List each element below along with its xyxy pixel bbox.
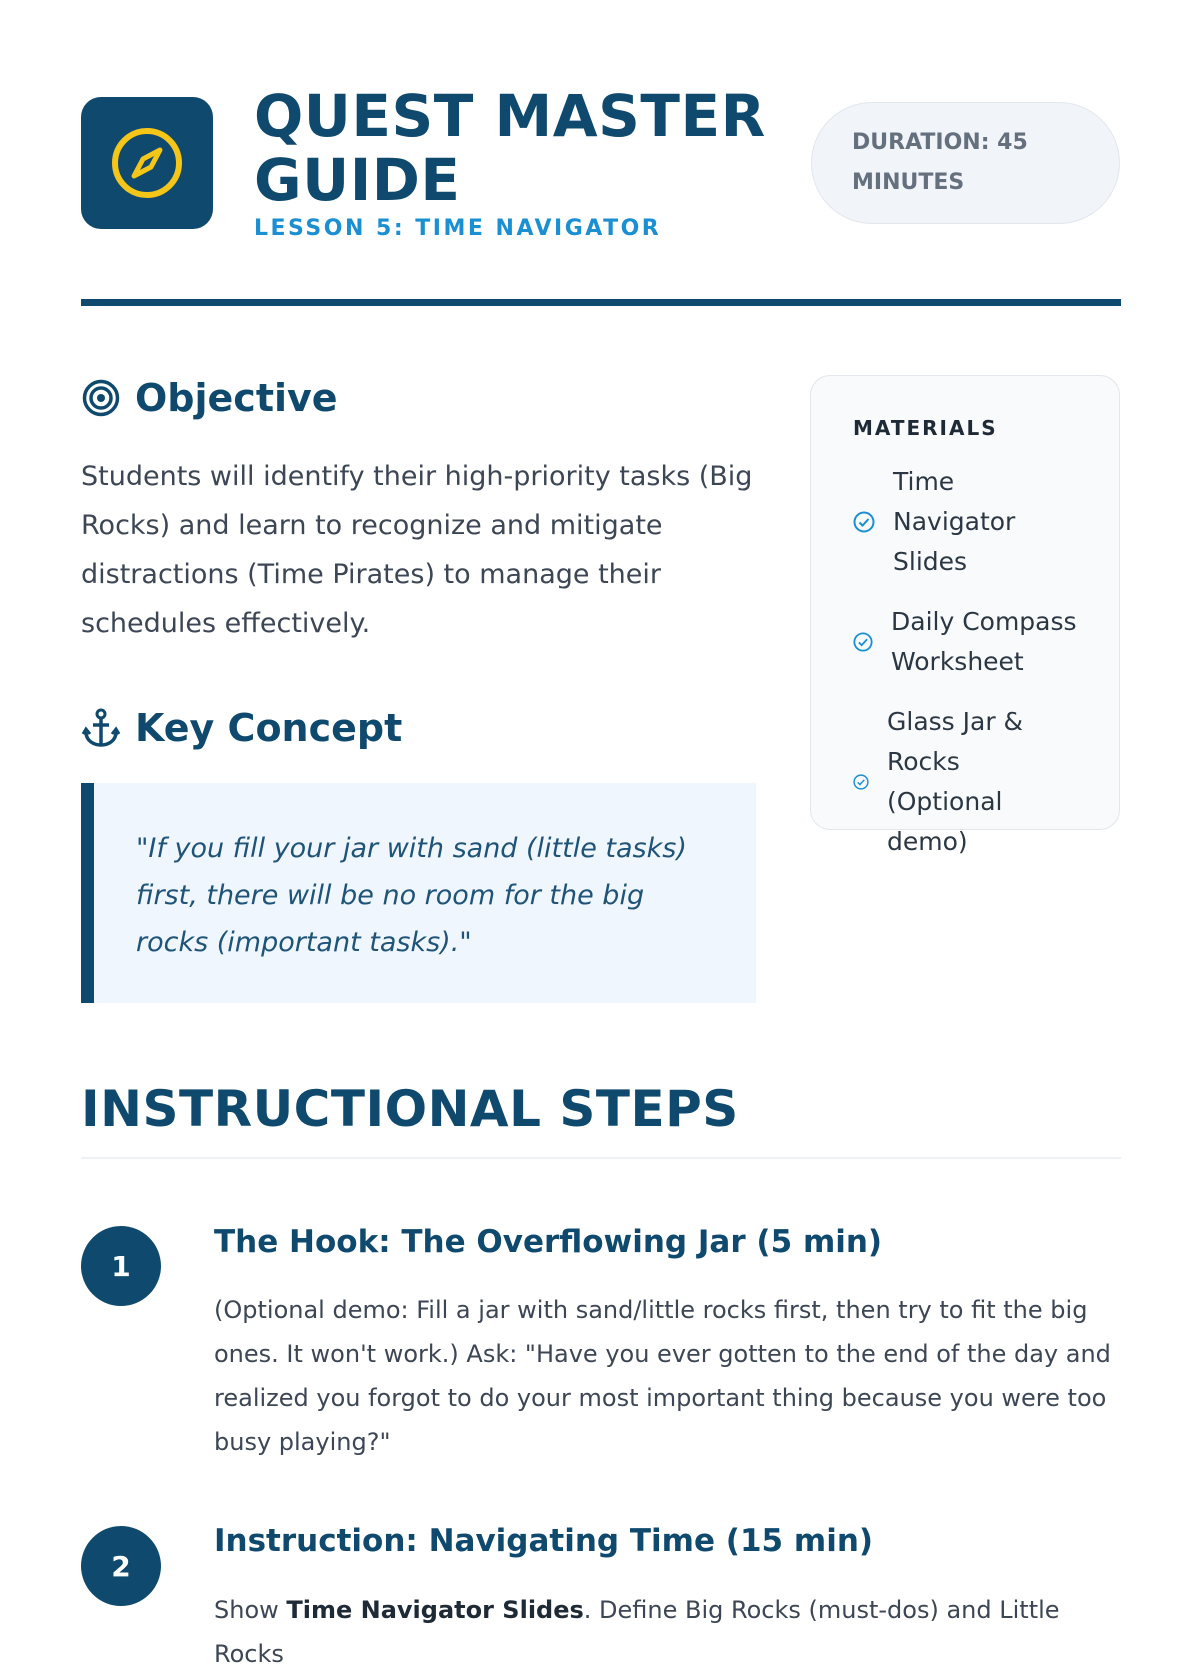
materials-title: MATERIALS (853, 416, 998, 440)
materials-item (853, 602, 1077, 682)
logo (81, 97, 213, 229)
header-divider (81, 299, 1121, 306)
materials-item-label: Daily Compass Worksheet (891, 607, 1077, 676)
page-title: QUEST MASTER GUIDE (254, 82, 766, 214)
check-circle-icon (853, 632, 873, 652)
step-title: Instruction: Navigating Time (15 min) (214, 1523, 874, 1559)
duration-badge: DURATION: 45 MINUTES (811, 102, 1120, 224)
check-circle-icon (853, 511, 875, 533)
anchor-icon (81, 708, 121, 748)
step-body: (Optional demo: Fill a jar with sand/little rocks first, then try to fit the big ones. It won't work.) Ask: "Have you ever gotten to the end of the day and realized you forgot to do your most important thing because you were too busy playing?" (214, 1296, 1111, 1456)
key-concept-heading-label: Key Concept (135, 706, 403, 750)
steps-divider (81, 1157, 1121, 1159)
key-concept-quote (81, 783, 756, 1003)
materials-item-label: Glass Jar & Rocks (Optional demo) (887, 707, 1024, 856)
step-body-suffix: . Define Big Rocks (must-dos) and Little Rocks (214, 1596, 1060, 1668)
objective-heading (81, 376, 338, 420)
materials-card (810, 375, 1120, 856)
step-number-badge: 1 (81, 1226, 161, 1306)
lesson-subtitle: LESSON 5: TIME NAVIGATOR (254, 216, 662, 241)
check-circle-icon (853, 774, 869, 790)
target-icon (81, 378, 121, 418)
materials-item-label: Time Navigator Slides (893, 467, 1016, 576)
step-body (214, 1588, 1114, 1676)
steps-title: INSTRUCTIONAL STEPS (81, 1080, 739, 1138)
compass-icon (110, 126, 184, 200)
key-concept-quote-text: "If you fill your jar with sand (little tasks) first, there will be no room for the big rocks (important tasks)." (136, 833, 687, 958)
objective-heading-label: Objective (135, 376, 338, 420)
step-title: The Hook: The Overflowing Jar (5 min) (214, 1224, 883, 1260)
key-concept-heading (81, 706, 402, 750)
step-body-prefix: Show (214, 1596, 287, 1624)
objective-text: Students will identify their high-priority tasks (Big Rocks) and learn to recognize and mitigate distractions (Time Pirates) to manage their schedules effectively. (81, 461, 753, 639)
materials-item (853, 462, 1077, 582)
step-number-badge: 2 (81, 1526, 161, 1606)
materials-item (853, 702, 1077, 862)
step-body-material-link: Time Navigator Slides (286, 1596, 584, 1624)
